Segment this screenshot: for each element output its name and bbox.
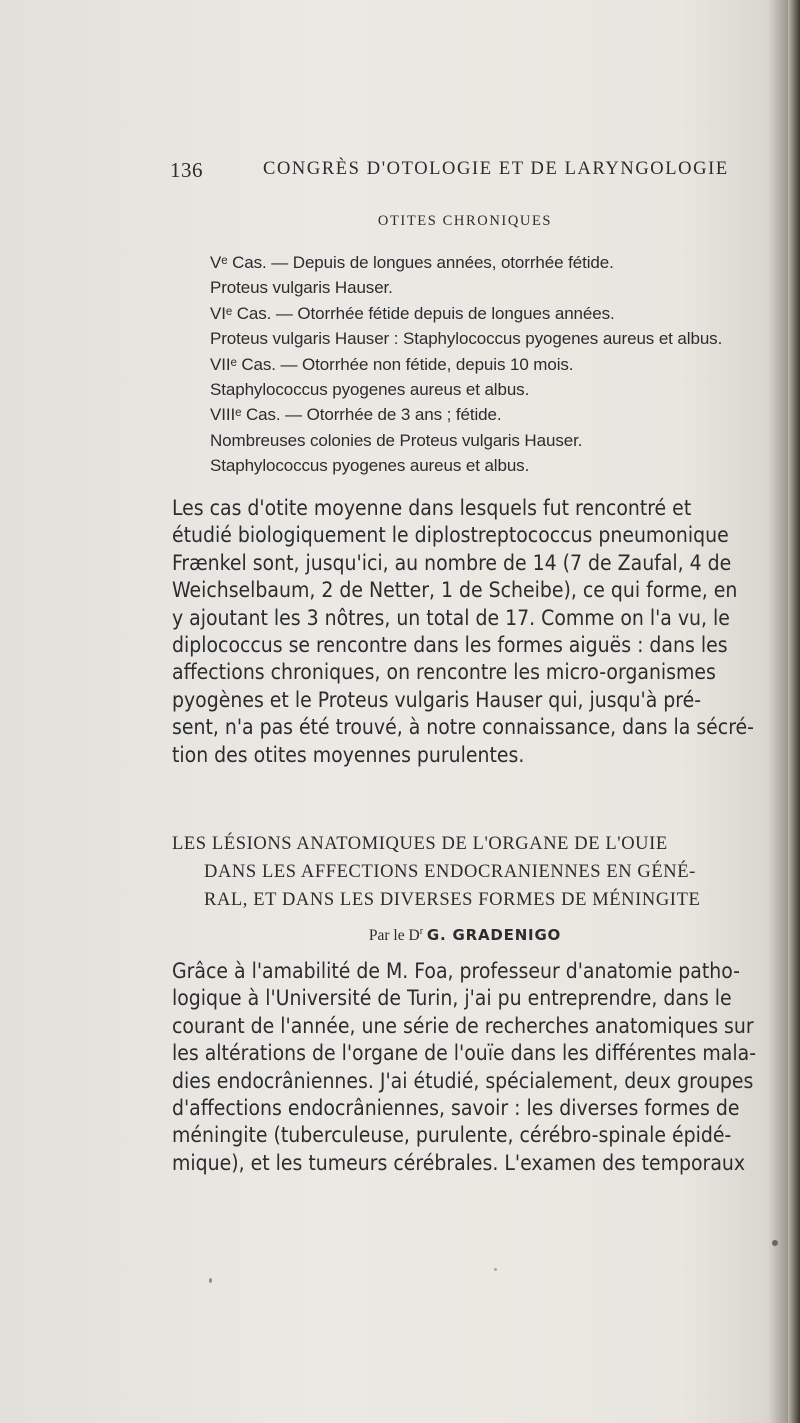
case-line: VIIᵉ Cas. — Otorrhée non fétide, depuis 10 mois.: [210, 354, 574, 374]
text-line: Les cas d'otite moyenne dans lesquels fut rencontré et: [172, 496, 692, 520]
ink-speck: [494, 1268, 497, 1271]
text-line: d'affections endocrâniennes, savoir : les diverses formes de: [172, 1095, 740, 1120]
ink-speck: [209, 1278, 212, 1283]
paragraph-otitis-summary: [172, 495, 762, 769]
text-line: Frænkel sont, jusqu'ici, au nombre de 14 (7 de Zaufal, 4 de: [172, 550, 732, 575]
text-line: mique), et les tumeurs cérébrales. L'examen des temporaux: [172, 1150, 746, 1175]
text-line: affections chroniques, on rencontre les micro-organismes: [172, 660, 716, 685]
case-line: Vᵉ Cas. — Depuis de longues années, otorrhée fétide.: [210, 253, 614, 272]
article-title-line: RAL, ET DANS LES DIVERSES FORMES DE MÉNINGITE: [204, 890, 701, 910]
text-line: tion des otites moyennes purulentes.: [172, 742, 525, 767]
case-line: Nombreuses colonies de Proteus vulgaris Hauser.: [210, 430, 583, 450]
text-line: logique à l'Université de Turin, j'ai pu entreprendre, dans le: [172, 986, 732, 1011]
text-line: méningite (tuberculeuse, purulente, cérébro-spinale épidé-: [172, 1123, 732, 1148]
running-title: CONGRÈS D'OTOLOGIE ET DE LARYNGOLOGIE: [263, 159, 729, 179]
text-line: les altérations de l'organe de l'ouïe dans les différentes mala-: [172, 1041, 757, 1066]
case-line: Staphylococcus pyogenes aureus et albus.: [210, 456, 530, 476]
case-line: Staphylococcus pyogenes aureus et albus.: [210, 379, 530, 399]
author-name: G. GRADENIGO: [426, 926, 562, 945]
article-title-line: LES LÉSIONS ANATOMIQUES DE L'ORGANE DE L'OUIE: [172, 834, 668, 854]
text-line: pyogènes et le Proteus vulgaris Hauser qui, jusqu'à pré-: [172, 687, 702, 712]
text-line: étudié biologiquement le diplostreptococcus pneumonique: [172, 523, 729, 548]
section-title: OTITES CHRONIQUES: [377, 213, 553, 229]
byline-prefix: Par le D: [368, 927, 420, 945]
text-line: Grâce à l'amabilité de M. Foa, professeur d'anatomie patho-: [172, 959, 740, 983]
text-line: diplococcus se rencontre dans les formes aiguës : dans les: [172, 632, 728, 657]
case-list: [210, 250, 770, 479]
article-title-line: DANS LES AFFECTIONS ENDOCRANIENNES EN GÉNÉ-: [204, 862, 696, 882]
byline: [170, 926, 760, 945]
text-line: y ajoutant les 3 nôtres, un total de 17. Comme on l'a vu, le: [172, 605, 730, 630]
page-header: [170, 158, 760, 188]
case-line: VIIIᵉ Cas. — Otorrhée de 3 ans ; fétide.: [210, 405, 502, 425]
case-line: VIᵉ Cas. — Otorrhée fétide depuis de longues années.: [210, 303, 615, 323]
page-edge-shadow: [788, 0, 800, 1423]
text-line: courant de l'année, une série de recherches anatomiques sur: [172, 1013, 754, 1038]
ink-speck: [772, 1240, 778, 1246]
text-line: Weichselbaum, 2 de Netter, 1 de Scheibe), ce qui forme, en: [172, 578, 738, 603]
case-line: Proteus vulgaris Hauser : Staphylococcus pyogenes aureus et albus.: [210, 329, 723, 349]
page-number: 136: [170, 158, 203, 182]
text-line: dies endocrâniennes. J'ai étudié, spécialement, deux groupes: [172, 1068, 754, 1093]
article-title: [172, 830, 762, 914]
paragraph-gradenigo-intro: [172, 958, 762, 1177]
byline-superscript: r: [419, 926, 424, 937]
case-line: Proteus vulgaris Hauser.: [210, 278, 393, 298]
text-line: sent, n'a pas été trouvé, à notre connaissance, dans la sécré-: [172, 715, 754, 740]
